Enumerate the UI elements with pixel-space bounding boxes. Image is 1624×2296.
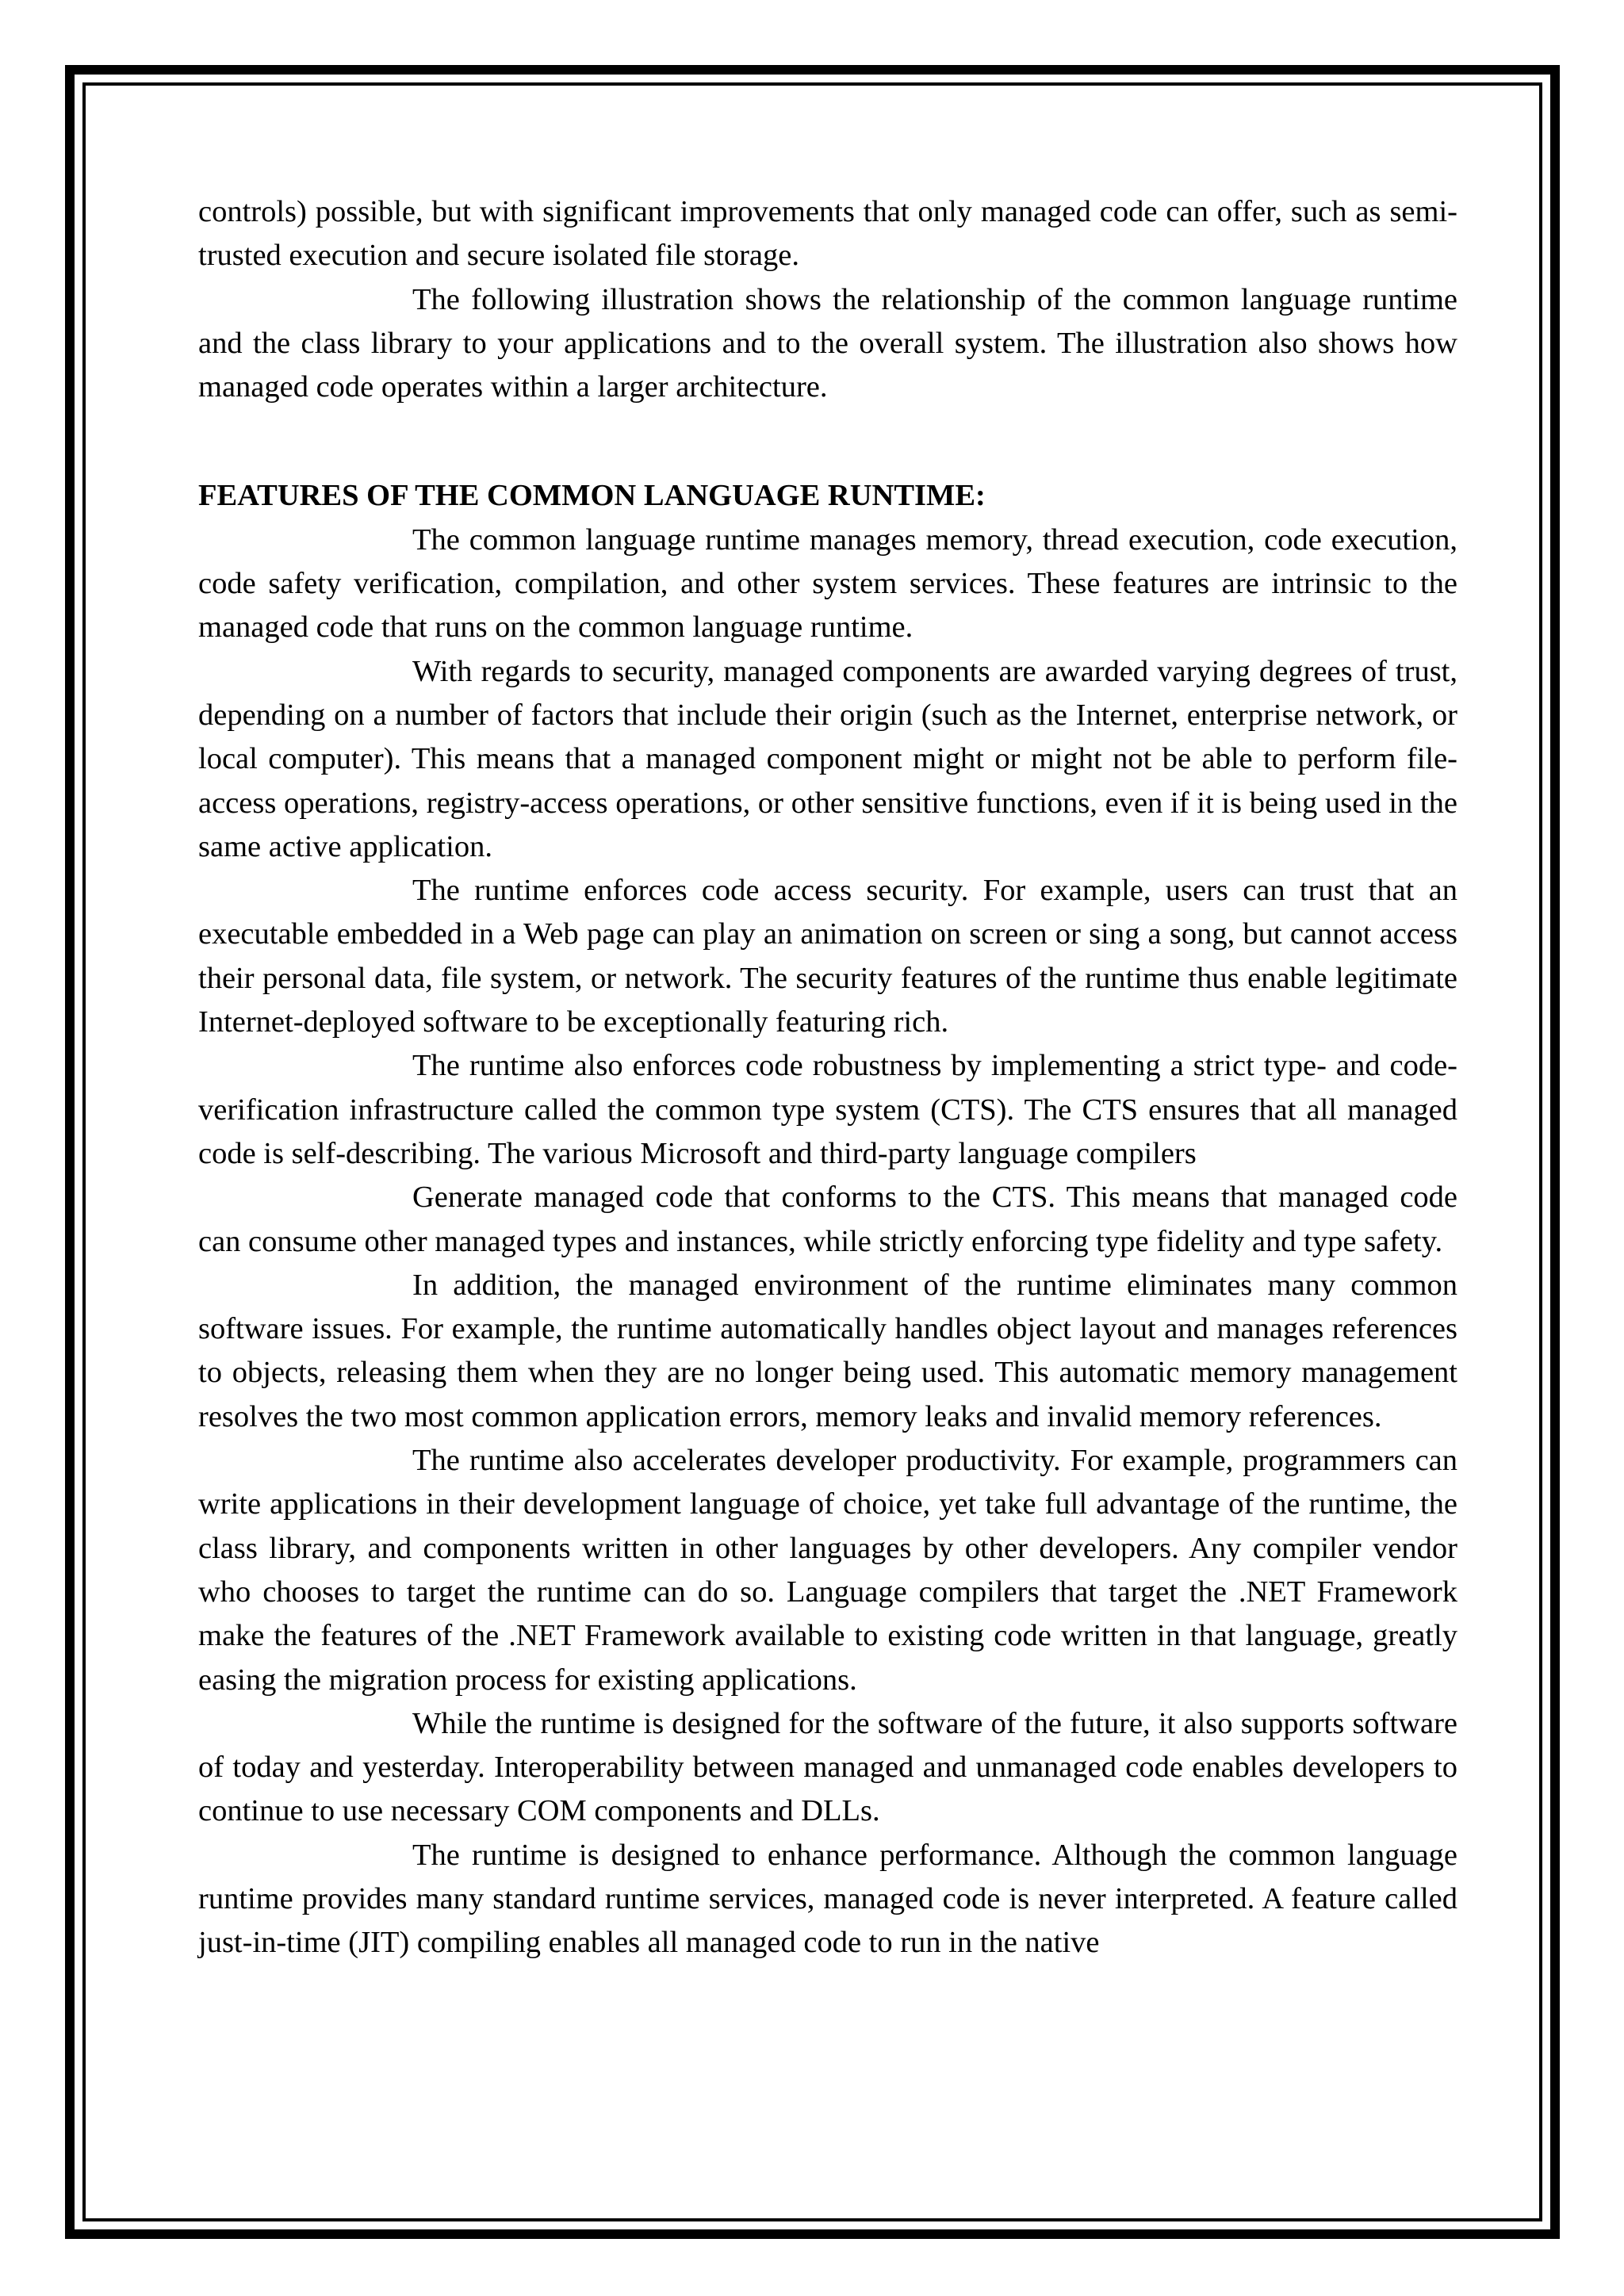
paragraph: In addition, the managed environment of the runtime eliminates many common software issues. For example, the runtime automatically handles object layout and manages references to objects, releasing them when they are no longer being used. This automatic memory management resolves the two most common application errors, memory leaks and invalid memory references. <box>198 1268 1457 1433</box>
paragraph: The runtime also enforces code robustness by implementing a strict type- and code-verification infrastructure called the common type system (CTS). The CTS ensures that all managed code is self-describing. The various Microsoft and third-party language compilers <box>198 1049 1457 1170</box>
paragraph: The runtime is designed to enhance performance. Although the common language runtime provides many standard runtime services, managed code is never interpreted. A feature called just-in-time (JIT) compiling enables all managed code to run in the native <box>198 1838 1457 1960</box>
paragraph-illustration-note: The following illustration shows the relationship of the common language runtime and the class library to your applications and to the overall system. The illustration also shows how managed code operates within a larger architecture. <box>198 282 1457 404</box>
paragraph-continued: controls) possible, but with significant improvements that only managed code can offer, such as semi-trusted execution and secure isolated file storage. <box>198 195 1457 273</box>
paragraph: While the runtime is designed for the software of the future, it also supports software of today and yesterday. Interoperability between managed and unmanaged code enables developers to continue to use necessary COM components and DLLs. <box>198 1706 1457 1828</box>
paragraph: With regards to security, managed components are awarded varying degrees of trust, depending on a number of factors that include their origin (such as the Internet, enterprise network, or local computer). This means that a managed component might or might not be able to perform file-access operations, registry-access operations, or other sensitive functions, even if it is being used in the same active application. <box>198 654 1457 863</box>
paragraph: The runtime also accelerates developer productivity. For example, programmers can write applications in their development language of choice, yet take full advantage of the runtime, the class library, and components written in other languages by other developers. Any compiler vendor who chooses to target the runtime can do so. Language compilers that target the .NET Framework make the features of the .NET Framework available to existing code written in that language, greatly easing the migration process for existing applications. <box>198 1444 1457 1697</box>
paragraph: The common language runtime manages memory, thread execution, code execution, code safety verification, compilation, and other system services. These features are intrinsic to the managed code that runs on the common language runtime. <box>198 522 1457 645</box>
section-heading: FEATURES OF THE COMMON LANGUAGE RUNTIME: <box>198 479 986 513</box>
paragraph: The runtime enforces code access security. For example, users can trust that an executable embedded in a Web page can play an animation on screen or sing a song, but cannot access their personal data, file system, or network. The security features of the runtime thus enable legitimate Internet-deployed software to be exceptionally featuring rich. <box>198 874 1457 1039</box>
document-body <box>198 190 1457 1965</box>
paragraph: Generate managed code that conforms to the CTS. This means that managed code can consume other managed types and instances, while strictly enforcing type fidelity and type safety. <box>198 1181 1457 1258</box>
